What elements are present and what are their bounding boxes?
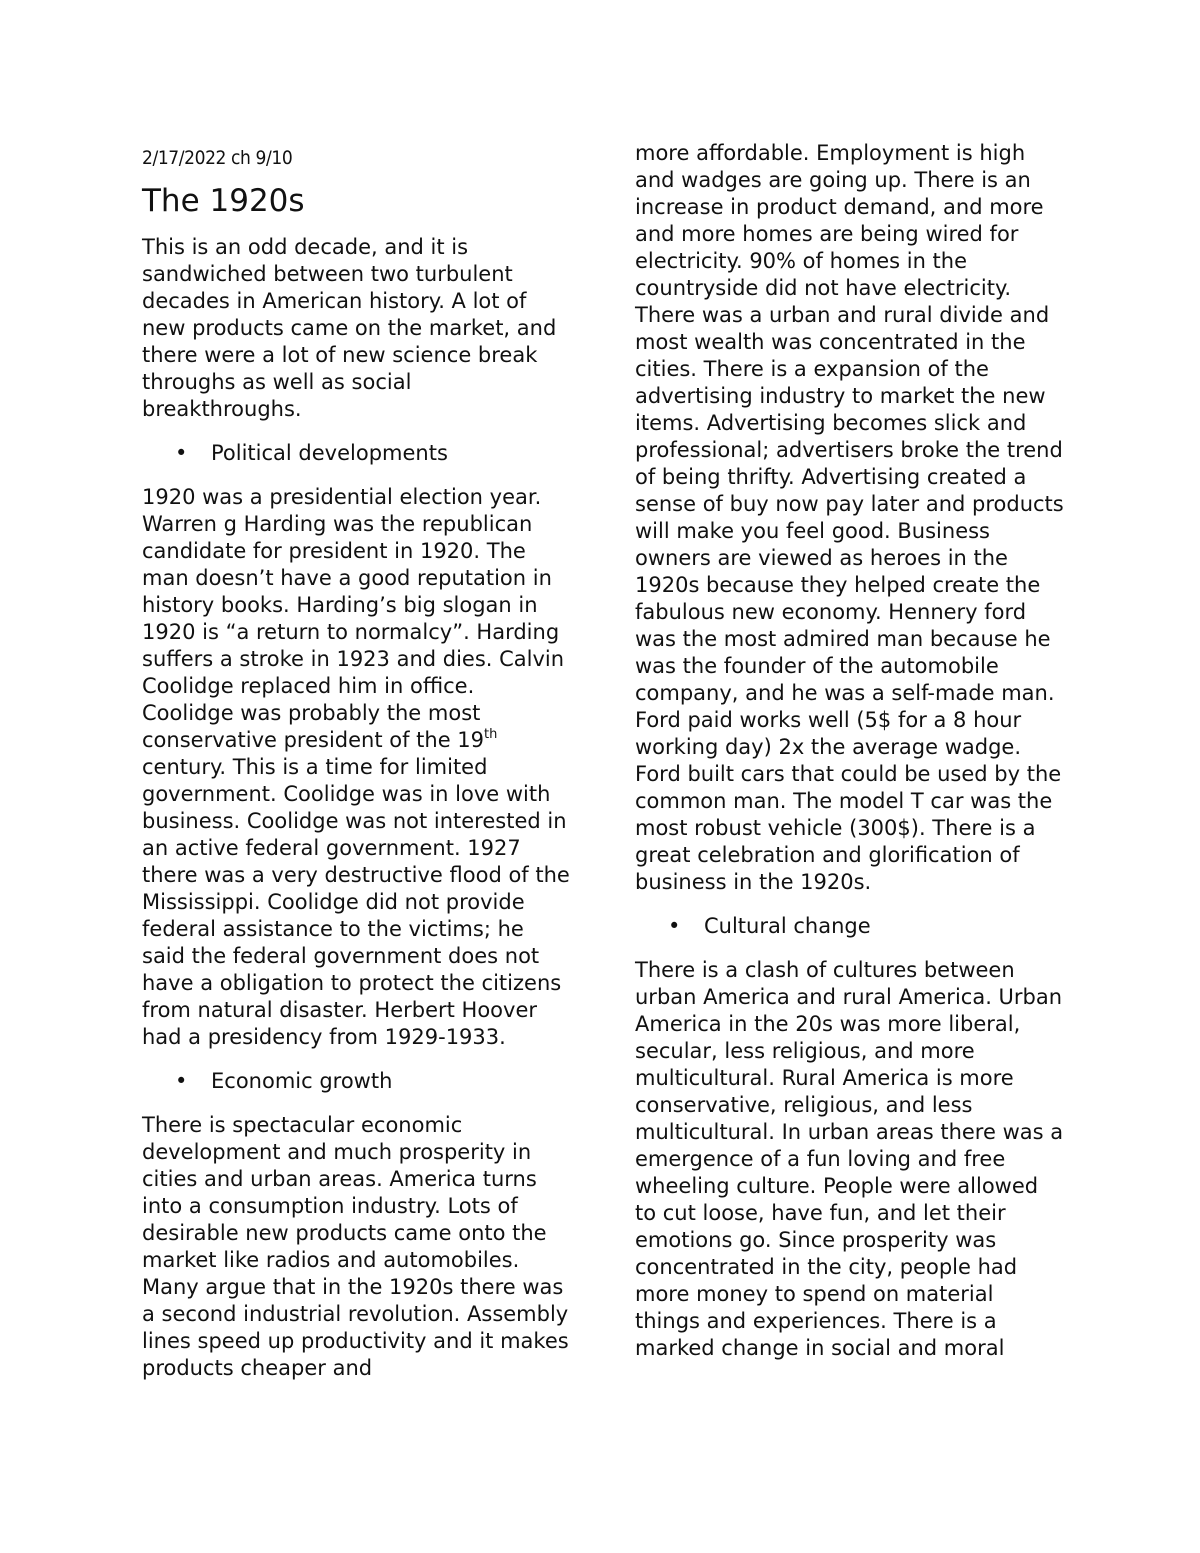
economic-paragraph: There is spectacular economic development and much prosperity in cities and urban areas. America turns into a consumption industry. Lots of desirable new products came onto the market like radios and automobiles. Many argue that in the 1920s there was a second industrial revolution. Assembly lines speed up productivity and it makes products cheaper and: [142, 1113, 569, 1380]
cultural-paragraph: There is a clash of cultures between urban America and rural America. Urban America in the 20s was more liberal, secular, less religious, and more multicultural. Rural America is more conservative, religious, and less multicultural. In urban areas there was a emergence of a fun loving and free wheeling culture. People were allowed to cut loose, have fun, and let their emotions go. Since prosperity was concentrated in the city, people had more money to spend on material things and experiences. There is a marked change in social and moral: [635, 958, 1064, 1360]
political-text-continued: century. This is a time for limited government. Coolidge was in love with business. Coolidge was not interested in an active federal government. 1927 there was a very destructive flood of the Mississippi. Coolidge did not provide federal assistance to the victims; he said the federal government does not have a obligation to protect the citizens from natural disaster. Herbert Hoover had a presidency from 1929-1933.: [142, 755, 570, 1049]
bullet-icon: •: [668, 914, 681, 938]
political-paragraph: [142, 484, 570, 1051]
note-date: 2/17/2022 ch 9/10: [142, 147, 293, 169]
ordinal-suffix: th: [484, 727, 498, 742]
intro-paragraph: This is an odd decade, and it is sandwiched between two turbulent decades in American history. A lot of new products came on the market, and there were a lot of new science break throughs as well as social breakthroughs.: [142, 235, 557, 421]
bullet-icon: •: [175, 441, 188, 465]
page-title: The 1920s: [142, 183, 305, 219]
bullet-economic-growth: [142, 1068, 570, 1095]
political-text: 1920 was a presidential election year. Warren g Harding was the republican candidate for president in 1920. The man doesn’t have a good reputation in history books. Harding’s big slogan in 1920 is “a return to normalcy”. Harding suffers a stroke in 1923 and dies. Calvin Coolidge replaced him in office. Coolidge was probably the most conservative president of the 19: [142, 485, 565, 752]
bullet-cultural-change: [635, 913, 1065, 940]
left-column: [142, 138, 570, 1399]
section-heading-cultural: Cultural change: [704, 914, 871, 938]
right-column: [635, 140, 1065, 1379]
section-heading-economic: Economic growth: [211, 1069, 393, 1093]
bullet-icon: •: [175, 1069, 188, 1093]
bullet-political-developments: [142, 440, 570, 467]
section-heading-political: Political developments: [211, 441, 448, 465]
economic-paragraph-continued: more affordable. Employment is high and wadges are going up. There is an increase in product demand, and more and more homes are being wired for electricity. 90% of homes in the countryside did not have electricity. There was a urban and rural divide and most wealth was concentrated in the cities. There is a expansion of the advertising industry to market the new items. Advertising becomes slick and professional; advertisers broke the trend of being thrifty. Advertising created a sense of buy now pay later and products will make you feel good. Business owners are viewed as heroes in the 1920s because they helped create the fabulous new economy. Hennery ford was the most admired man because he was the founder of the automobile company, and he was a self-made man. Ford paid works well (5$ for a 8 hour working day) 2x the average wadge. Ford built cars that could be used by the common man. The model T car was the most robust vehicle (300$). There is a great celebration and glorification of business in the 1920s.: [635, 141, 1064, 894]
